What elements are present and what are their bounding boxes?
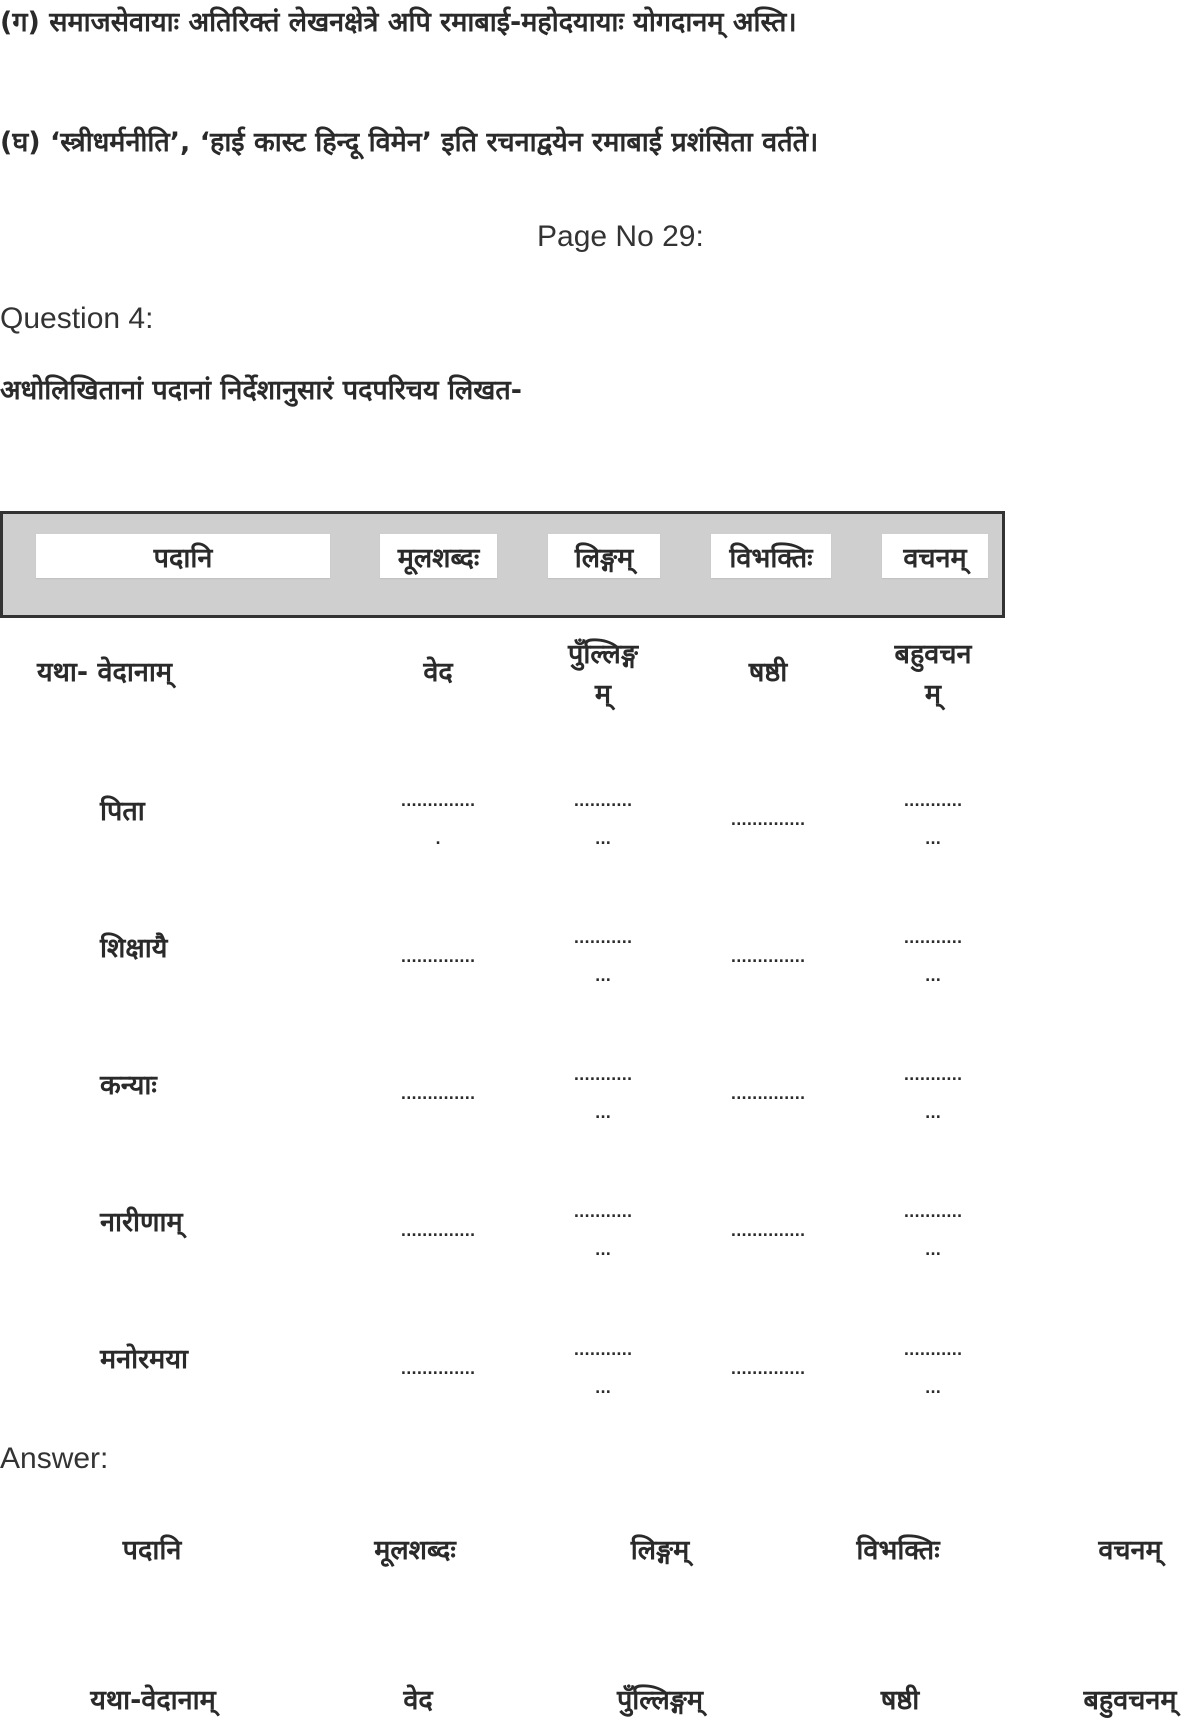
statement-ga: (ग) समाजसेवायाः अतिरिक्तं लेखनक्षेत्रे अपि रमाबाई-महोदयायाः योगदानम् अस्ति। <box>0 7 797 38</box>
header-cell-vibhakti: विभक्तिः <box>711 534 831 578</box>
example-gender-line1: पुँल्लिङ्ग <box>568 639 638 670</box>
row-gender-blank: ........... <box>573 794 633 810</box>
question-label: Question 4: <box>0 302 154 335</box>
example-number-line2: म् <box>924 679 942 710</box>
row-number-blank: ........... <box>903 794 963 810</box>
answer-example-case: षष्ठी <box>880 1685 920 1716</box>
question-instruction: अधोलिखितानां पदानां निर्देशानुसारं पदपरिचय लिखत- <box>0 375 522 406</box>
row-gender-blank: ........... <box>573 1068 633 1084</box>
row-root-blank: .............. <box>400 1362 476 1378</box>
header-cell-vachanam: वचनम् <box>882 534 988 578</box>
row-gender-blank: ........... <box>573 1343 633 1359</box>
row-number-blank-cont: ... <box>925 1243 941 1259</box>
answer-example-word: यथा-वेदानाम् <box>90 1685 216 1716</box>
row-word: कन्याः <box>100 1070 157 1101</box>
row-root-blank: .............. <box>400 794 476 810</box>
row-number-blank: ........... <box>903 1205 963 1221</box>
example-number-line1: बहुवचन <box>894 639 972 670</box>
row-word: मनोरमया <box>100 1344 188 1375</box>
answer-header-padani: पदानि <box>122 1535 182 1566</box>
row-word: नारीणाम् <box>100 1207 183 1238</box>
row-case-blank: .............. <box>730 1087 806 1103</box>
row-word: पिता <box>100 796 145 827</box>
row-gender-blank-cont: ... <box>595 1381 611 1397</box>
row-gender-blank: ........... <box>573 931 633 947</box>
row-root-blank: .............. <box>400 1224 476 1240</box>
header-cell-lingam: लिङ्गम् <box>548 534 660 578</box>
row-number-blank: ........... <box>903 931 963 947</box>
answer-example-number: बहुवचनम् <box>1083 1685 1177 1716</box>
example-gender-line2: म् <box>594 679 612 710</box>
row-case-blank: .............. <box>730 1362 806 1378</box>
header-cell-mulashabda: मूलशब्दः <box>380 534 497 578</box>
example-case: षष्ठी <box>748 657 788 688</box>
row-case-blank: .............. <box>730 1224 806 1240</box>
row-word: शिक्षायै <box>100 933 168 964</box>
row-gender-blank-cont: ... <box>595 1243 611 1259</box>
row-root-blank: .............. <box>400 1087 476 1103</box>
row-number-blank: ........... <box>903 1343 963 1359</box>
answer-example-gender: पुँल्लिङ्गम् <box>616 1685 704 1716</box>
answer-header-mulashabda: मूलशब्दः <box>374 1535 456 1566</box>
row-number-blank-cont: ... <box>925 1381 941 1397</box>
answer-label: Answer: <box>0 1442 109 1475</box>
answer-header-vibhakti: विभक्तिः <box>856 1535 940 1566</box>
row-number-blank-cont: ... <box>925 1106 941 1122</box>
answer-example-root: वेद <box>403 1685 433 1716</box>
row-gender-blank-cont: ... <box>595 1106 611 1122</box>
row-case-blank: .............. <box>730 813 806 829</box>
example-word: यथा- वेदानाम् <box>37 657 172 688</box>
row-number-blank: ........... <box>903 1068 963 1084</box>
row-gender-blank-cont: ... <box>595 969 611 985</box>
row-number-blank-cont: ... <box>925 969 941 985</box>
row-root-blank-cont: . <box>435 832 441 848</box>
row-gender-blank: ........... <box>573 1205 633 1221</box>
row-root-blank: .............. <box>400 950 476 966</box>
row-case-blank: .............. <box>730 950 806 966</box>
row-number-blank-cont: ... <box>925 832 941 848</box>
page-number: Page No 29: <box>537 220 704 253</box>
example-root: वेद <box>423 657 453 688</box>
row-gender-blank-cont: ... <box>595 832 611 848</box>
statement-gha: (घ) ‘स्त्रीधर्मनीति’, ‘हाई कास्ट हिन्दू विमेन’ इति रचनाद्वयेन रमाबाई प्रशंसिता वर्तते। <box>0 127 819 158</box>
header-cell-padani: पदानि <box>36 534 330 578</box>
answer-header-vachanam: वचनम् <box>1098 1535 1162 1566</box>
table-header-box <box>0 511 1005 618</box>
answer-header-lingam: लिङ्गम् <box>630 1535 690 1566</box>
